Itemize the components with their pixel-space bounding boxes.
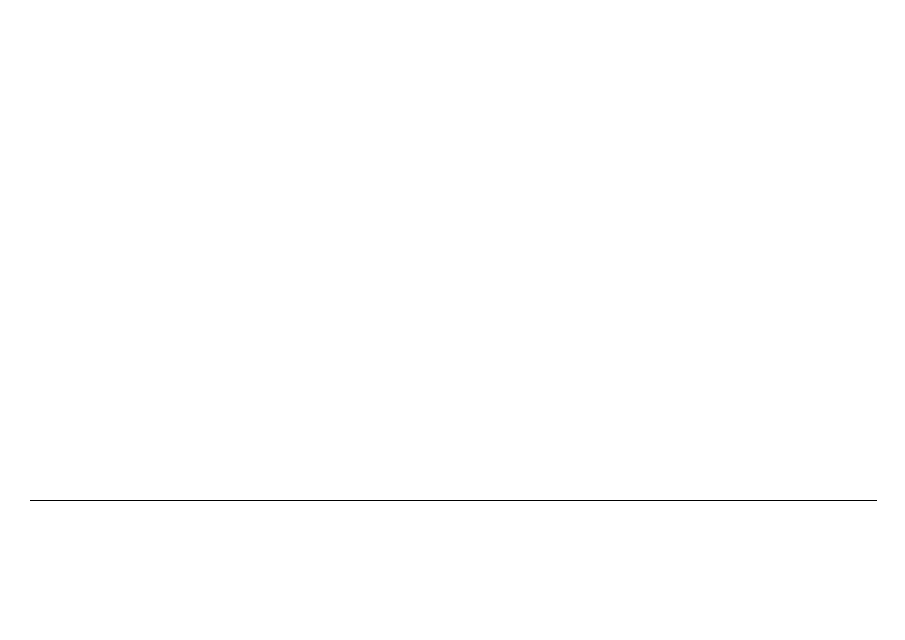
table-bottom-border xyxy=(30,500,877,501)
